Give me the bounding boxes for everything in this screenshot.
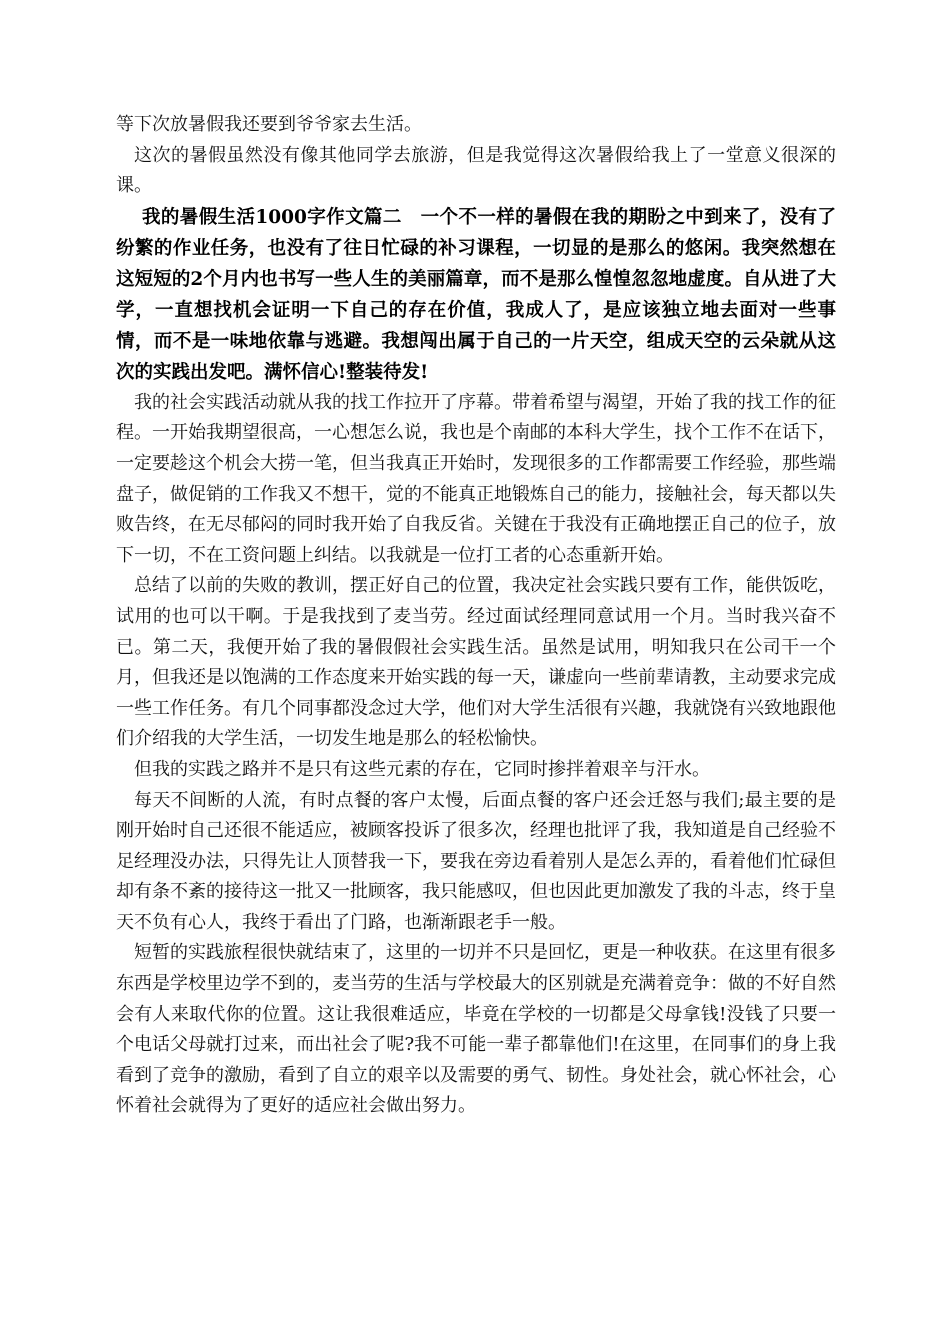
paragraph: 我的社会实践活动就从我的找工作拉开了序幕。带着希望与渴望，开始了我的找工作的征程。一开始我期望很高，一心想怎么说，我也是个南邮的本科大学生，找个工作不在话下，一定要趁这个机会大捞一笔，但当我真正开始时，发现很多的工作都需要工作经验，那些端盘子，做促销的工作我又不想干，觉的不能真正地锻炼自己的能力，接触社会，每天都以失败告终，在无尽郁闷的同时我开始了自我反省。关键在于我没有正确地摆正自己的位子，放下一切，不在工资问题上纠结。以我就是一位打工者的心态重新开始。	[116, 391, 836, 566]
document-body	[116, 110, 836, 1122]
paragraph: 每天不间断的人流，有时点餐的客户太慢，后面点餐的客户还会迁怒与我们;最主要的是刚开始时自己还很不能适应，被顾客投诉了很多次，经理也批评了我，我知道是自己经验不足经理没办法，只得先让人顶替我一下，要我在旁边看着别人是怎么弄的，看着他们忙碌但却有条不紊的接待这一批又一批顾客，我只能感叹，但也因此更加激发了我的斗志，终于皇天不负有心人，我终于看出了门路，也渐渐跟老手一般。	[116, 789, 836, 933]
paragraph: 短暂的实践旅程很快就结束了，这里的一切并不只是回忆，更是一种收获。在这里有很多东西是学校里边学不到的，麦当劳的生活与学校最大的区别就是充满着竞争：做的不好自然会有人来取代你的位置。这让我很难适应，毕竟在学校的一切都是父母拿钱!没钱了只要一个电话父母就打过来，而出社会了呢?我不可能一辈子都靠他们!在这里，在同事们的身上我看到了竞争的激励，看到了自立的艰辛以及需要的勇气、韧性。身处社会，就心怀社会，心怀着社会就得为了更好的适应社会做出努力。	[116, 942, 836, 1117]
paragraph-bold-heading: 我的暑假生活1000字作文篇二 一个不一样的暑假在我的期盼之中到来了，没有了纷繁的作业任务，也没有了往日忙碌的补习课程，一切显的是那么的悠闲。我突然想在这短短的2个月内也书写一些人生的美丽篇章，而不是那么惶惶忽忽地虚度。自从进了大学，一直想找机会证明一下自己的存在价值，我成人了，是应该独立地去面对一些事情，而不是一味地依靠与逃避。我想闯出属于自己的一片天空，组成天空的云朵就从这次的实践出发吧。满怀信心!整装待发!	[116, 206, 836, 383]
paragraph: 总结了以前的失败的教训，摆正好自己的位置，我决定社会实践只要有工作，能供饭吃，试用的也可以干啊。于是我找到了麦当劳。经过面试经理同意试用一个月。当时我兴奋不已。第二天，我便开始了我的暑假假社会实践生活。虽然是试用，明知我只在公司干一个月，但我还是以饱满的工作态度来开始实践的每一天，谦虚向一些前辈请教，主动要求完成一些工作任务。有几个同事都没念过大学，他们对大学生活很有兴趣，我就饶有兴致地跟他们介绍我的大学生活，一切发生地是那么的轻松愉快。	[116, 575, 836, 750]
paragraph: 但我的实践之路并不是只有这些元素的存在，它同时掺拌着艰辛与汗水。	[134, 758, 710, 780]
paragraph: 这次的暑假虽然没有像其他同学去旅游，但是我觉得这次暑假给我上了一堂意义很深的课。	[116, 144, 836, 197]
paragraph: 等下次放暑假我还要到爷爷家去生活。	[116, 114, 422, 135]
